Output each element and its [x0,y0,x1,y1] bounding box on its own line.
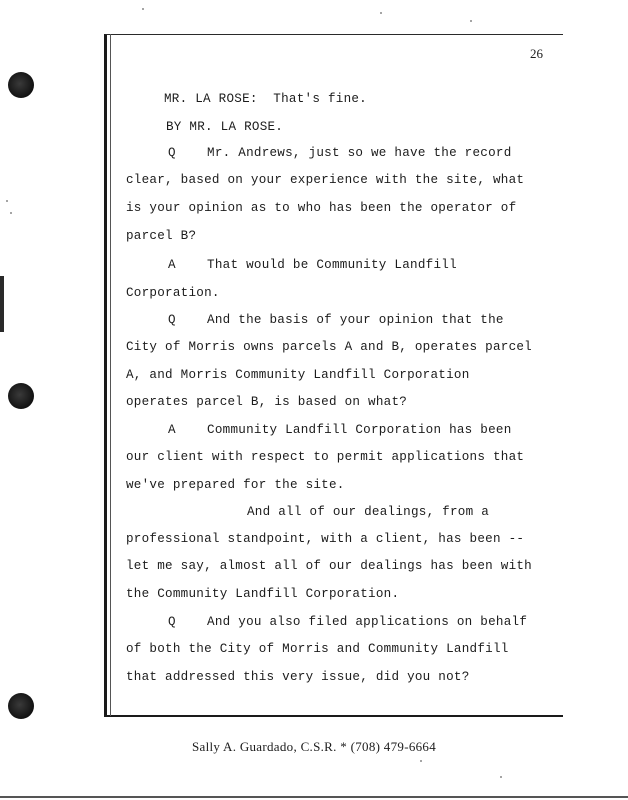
transcript-line: clear, based on your experience with the site, what [126,173,525,187]
transcript-line: City of Morris owns parcels A and B, operates parcel [126,340,532,354]
transcript-line: that addressed this very issue, did you not? [126,670,470,684]
page-number: 26 [530,46,543,61]
page-border-inner-rule [110,34,111,716]
scan-edge-mark [0,276,4,332]
transcript-line: operates parcel B, is based on what? [126,395,408,409]
scan-speck [470,20,472,22]
scan-speck [420,760,422,762]
hole-punch-bottom [8,693,34,719]
transcript-line: A Community Landfill Corporation has been [168,423,512,437]
transcript-line: the Community Landfill Corporation. [126,587,400,601]
hole-punch-top [8,72,34,98]
transcript-line: Q And the basis of your opinion that the [168,313,504,327]
scan-speck [500,776,502,778]
transcript-line: MR. LA ROSE: That's fine. [164,92,367,106]
reporter-footer: Sally A. Guardado, C.S.R. * (708) 479-6664 [191,739,437,754]
transcript-line: we've prepared for the site. [126,478,345,492]
transcript-line: of both the City of Morris and Community Landfill [126,642,509,656]
transcript-line: Corporation. [126,286,220,300]
transcript-line: is your opinion as to who has been the operator of [126,201,517,215]
transcript-line: let me say, almost all of our dealings has been with [126,559,532,573]
transcript-line: our client with respect to permit applications that [126,450,525,464]
transcript-line: A That would be Community Landfill [168,258,457,272]
transcript-line: And all of our dealings, from a [247,505,490,519]
transcript-line: Q Mr. Andrews, just so we have the record [168,146,512,160]
scan-speck [142,8,144,10]
transcript-line: parcel B? [126,229,197,243]
transcript-line: Q And you also filed applications on behalf [168,615,528,629]
scan-speck [380,12,382,14]
scan-speck [6,200,8,202]
transcript-line: A, and Morris Community Landfill Corporation [126,368,470,382]
scan-speck [10,212,12,214]
hole-punch-middle [8,383,34,409]
scan-bottom-edge [0,796,628,798]
transcript-line: BY MR. LA ROSE. [166,120,284,134]
transcript-line: professional standpoint, with a client, has been -- [126,532,525,546]
